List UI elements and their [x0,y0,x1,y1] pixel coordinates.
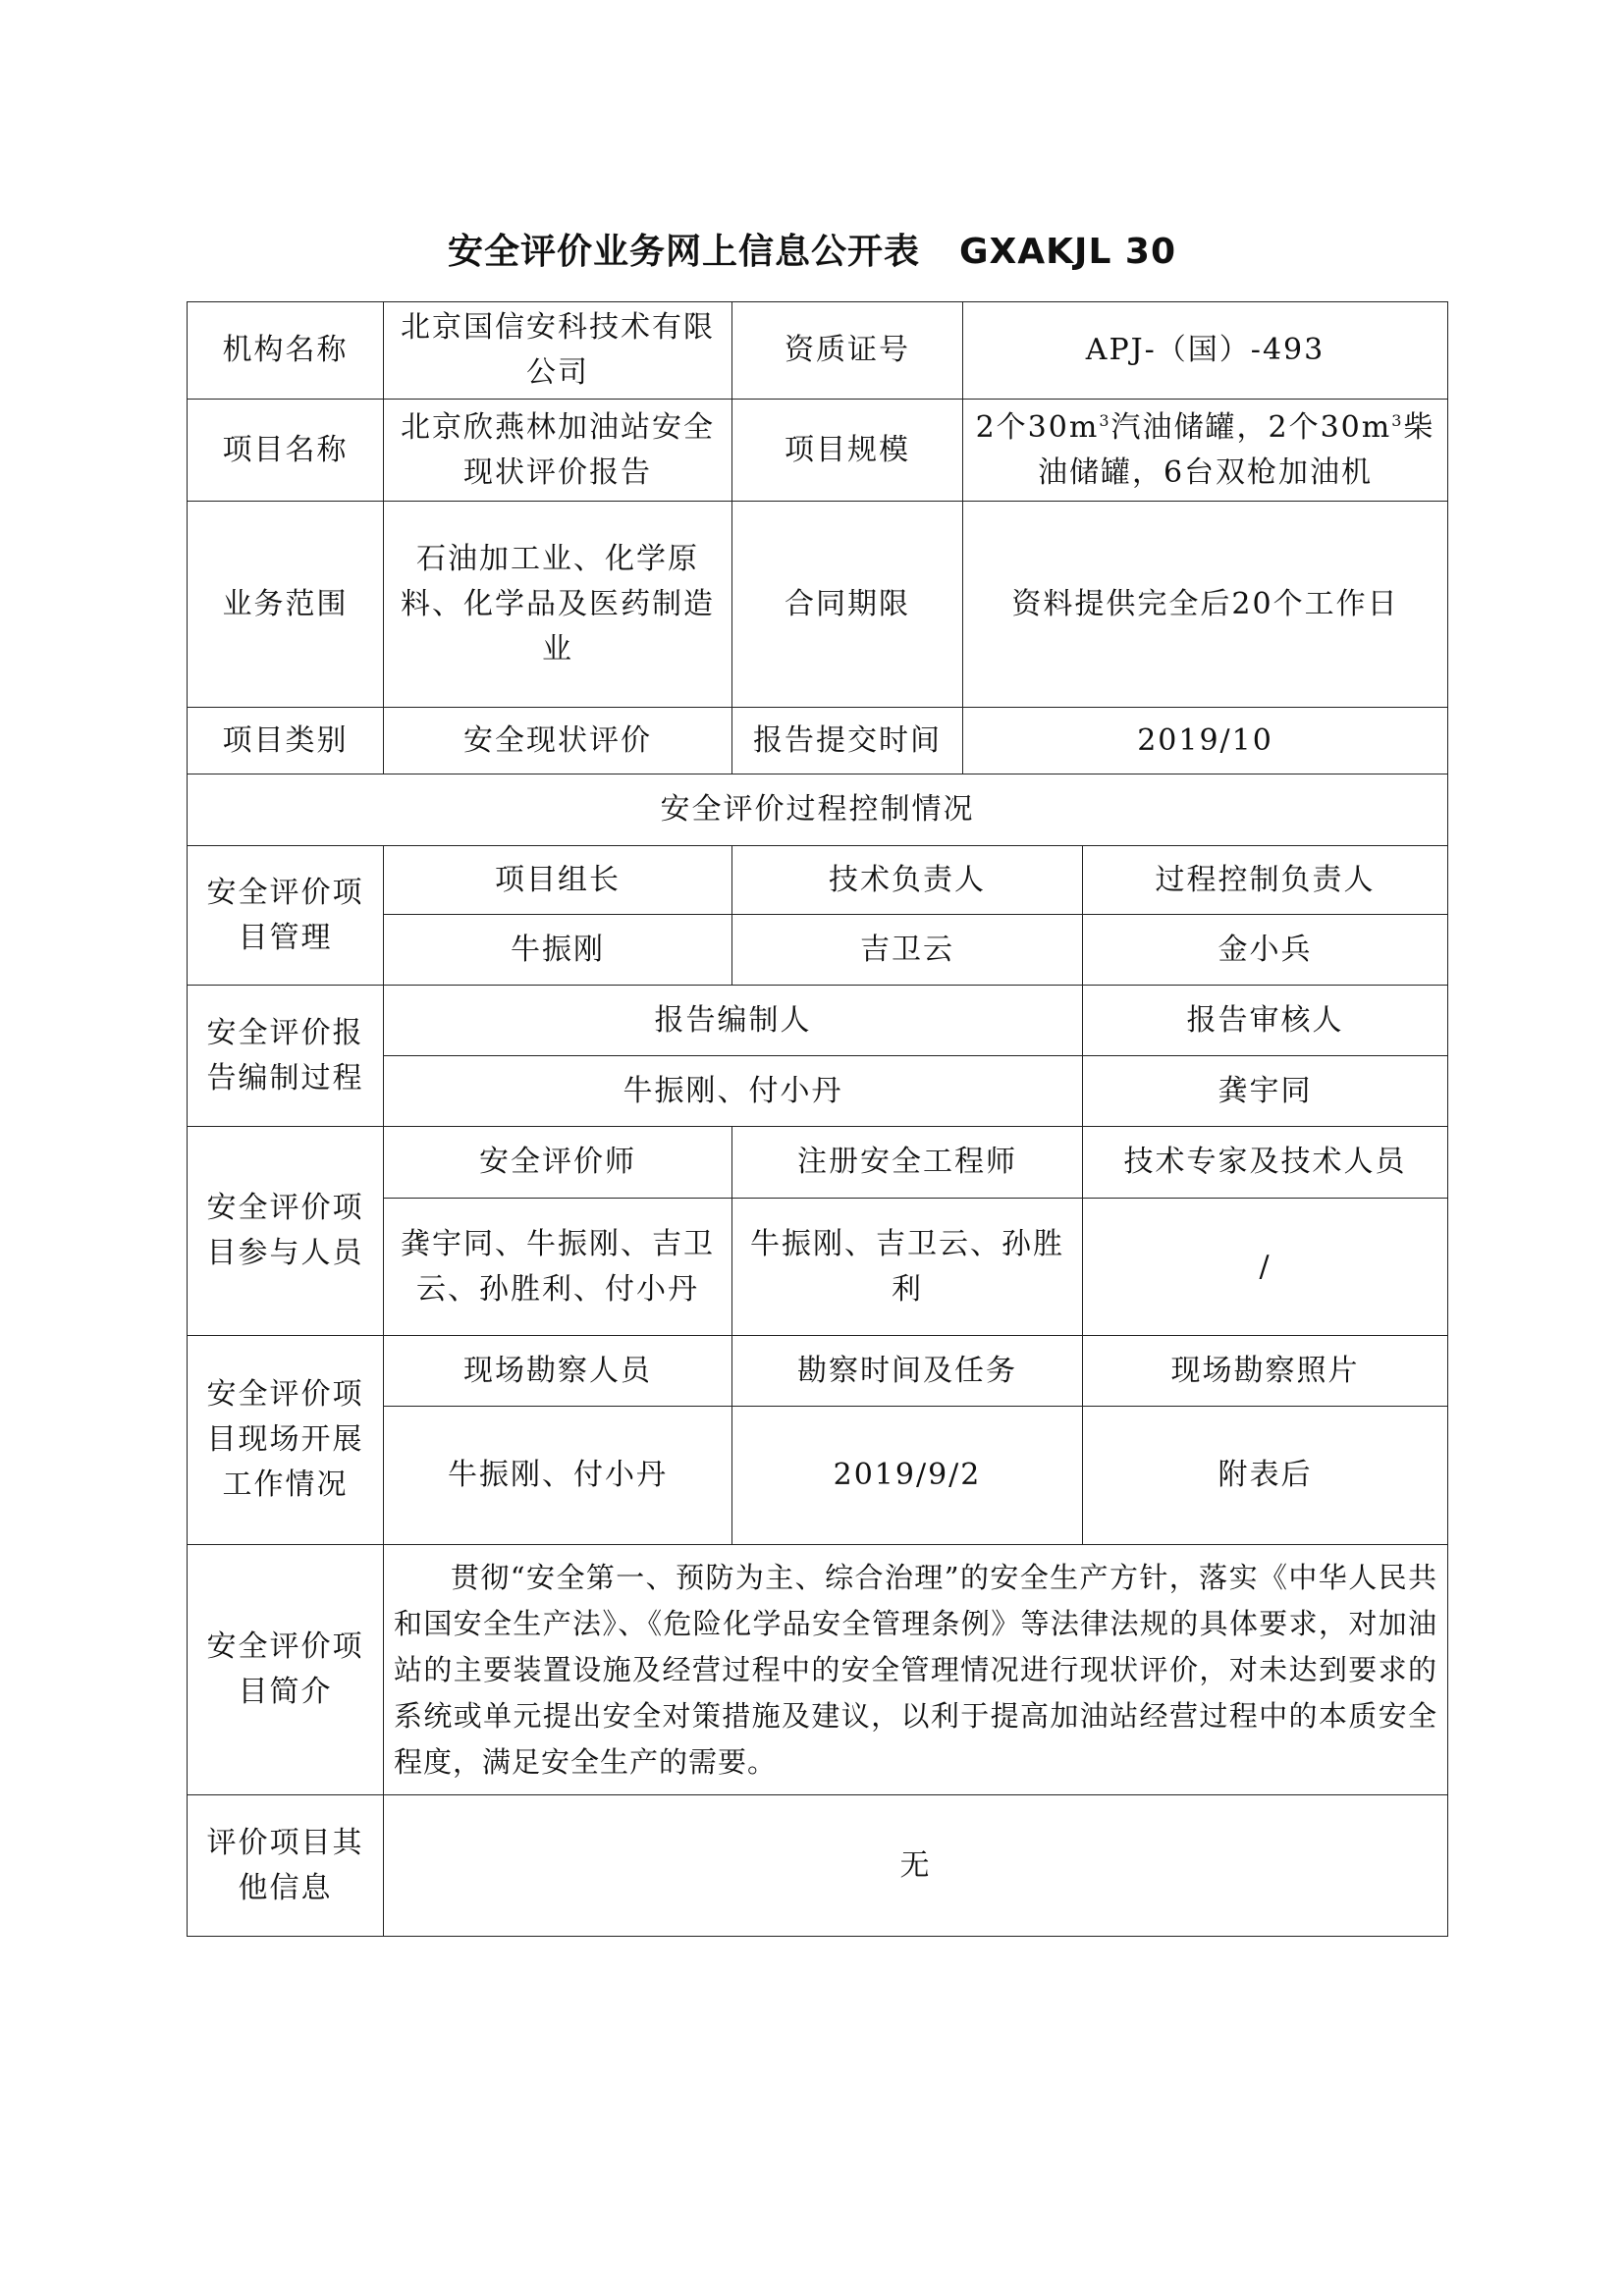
management-value-control: 金小兵 [1083,915,1448,986]
period-value: 资料提供完全后20个工作日 [963,502,1448,708]
participants-value-expert: / [1083,1199,1448,1336]
project-label: 项目名称 [188,400,384,502]
participants-value-engineer: 牛振刚、吉卫云、孙胜利 [732,1199,1083,1336]
scale-sup-b: 3 [1391,410,1404,430]
form-code: GXAKJL 30 [958,232,1177,272]
site-value-staff: 牛振刚、付小丹 [384,1407,732,1545]
management-label: 安全评价项目管理 [188,846,384,986]
management-value-leader: 牛振刚 [384,915,732,986]
cert-label: 资质证号 [732,302,963,400]
report-value-reviewer: 龚宇同 [1083,1056,1448,1127]
scale-sup-a: 3 [1099,410,1111,430]
site-header-staff: 现场勘察人员 [384,1336,732,1407]
scope-value: 石油加工业、化学原料、化学品及医药制造业 [384,502,732,708]
summary-text: 贯彻“安全第一、预防为主、综合治理”的安全生产方针，落实《中华人民共和国安全生产法》、《危险化学品安全管理条例》等法律法规的具体要求，对加油站的主要装置设施及经营过程中的安全管理情况进行现状评价，对未达到要求的系统或单元提出安全对策措施及建议，以利于提高加油站经营过程中的本质安全程度，满足安全生产的需要。 [384,1545,1448,1795]
management-header-tech: 技术负责人 [732,846,1083,915]
site-value-photos: 附表后 [1083,1407,1448,1545]
report-header-reviewer: 报告审核人 [1083,986,1448,1056]
summary-label: 安全评价项目简介 [188,1545,384,1795]
management-header-control: 过程控制负责人 [1083,846,1448,915]
project-value: 北京欣燕林加油站安全现状评价报告 [384,400,732,502]
category-value: 安全现状评价 [384,708,732,774]
participants-header-evaluator: 安全评价师 [384,1127,732,1199]
page-title [0,224,1624,274]
report-value-author: 牛振刚、付小丹 [384,1056,1083,1127]
category-label: 项目类别 [188,708,384,774]
submit-value: 2019/10 [963,708,1448,774]
org-label: 机构名称 [188,302,384,400]
participants-header-expert: 技术专家及技术人员 [1083,1127,1448,1199]
site-header-time: 勘察时间及任务 [732,1336,1083,1407]
participants-label: 安全评价项目参与人员 [188,1127,384,1336]
submit-label: 报告提交时间 [732,708,963,774]
participants-header-engineer: 注册安全工程师 [732,1127,1083,1199]
cert-value: APJ-（国）-493 [963,302,1448,400]
site-header-photos: 现场勘察照片 [1083,1336,1448,1407]
info-table [187,301,1448,1937]
report-label: 安全评价报告编制过程 [188,986,384,1127]
scope-label: 业务范围 [188,502,384,708]
title-text: 安全评价业务网上信息公开表 [447,232,920,272]
report-header-author: 报告编制人 [384,986,1083,1056]
period-label: 合同期限 [732,502,963,708]
participants-value-evaluator: 龚宇同、牛振刚、吉卫云、孙胜利、付小丹 [384,1199,732,1336]
process-section-title: 安全评价过程控制情况 [188,774,1448,846]
scale-part-a: 2个30m [975,409,1100,445]
site-value-time: 2019/9/2 [732,1407,1083,1545]
site-label: 安全评价项目现场开展工作情况 [188,1336,384,1545]
scale-label: 项目规模 [732,400,963,502]
org-value: 北京国信安科技术有限公司 [384,302,732,400]
scale-part-c: 柴油储罐，6台双枪加油机 [1037,409,1435,490]
scale-value [963,400,1448,502]
management-header-leader: 项目组长 [384,846,732,915]
other-value: 无 [384,1795,1448,1937]
management-value-tech: 吉卫云 [732,915,1083,986]
scale-part-b: 汽油储罐，2个30m [1110,409,1392,445]
other-label: 评价项目其他信息 [188,1795,384,1937]
